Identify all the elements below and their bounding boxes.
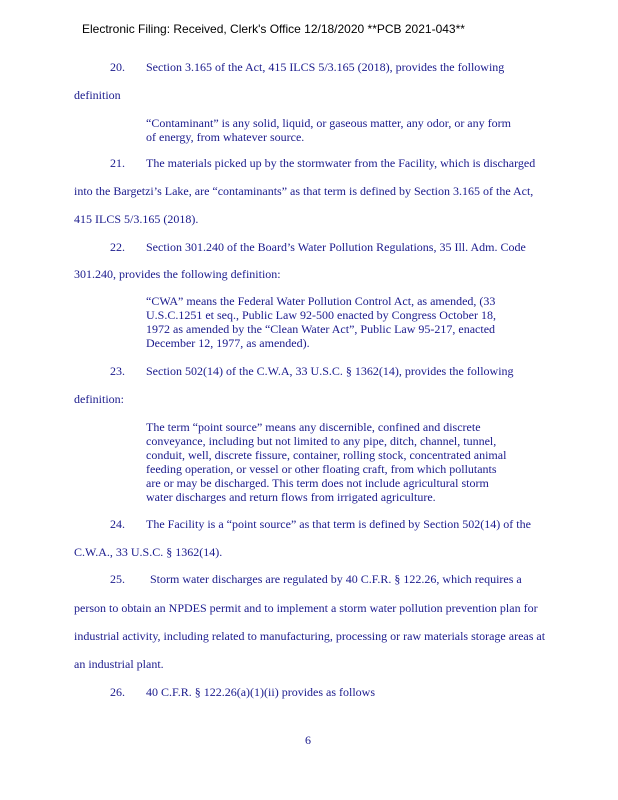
filing-header: Electronic Filing: Received, Clerk's Office 12/18/2020 **PCB 2021-043**	[82, 22, 465, 36]
paragraph-text: 415 ILCS 5/3.165 (2018).	[74, 212, 199, 226]
paragraph-text: Section 301.240 of the Board’s Water Pollution Regulations, 35 Ill. Adm. Code	[146, 240, 526, 254]
paragraph-text: person to obtain an NPDES permit and to implement a storm water pollution prevention plan for	[74, 601, 538, 615]
quote-line: “Contaminant” is any solid, liquid, or gaseous matter, any odor, or any form	[146, 116, 511, 130]
paragraph-number: 24.	[110, 517, 125, 531]
quote-line: The term “point source” means any discernible, confined and discrete	[146, 420, 481, 434]
quote-line: water discharges and return flows from irrigated agriculture.	[146, 490, 436, 504]
paragraph-number: 25.	[110, 572, 125, 586]
paragraph-text: 301.240, provides the following definition:	[74, 267, 281, 281]
block-quote-contaminant	[146, 116, 556, 144]
paragraph-text: definition	[74, 88, 121, 102]
quote-line: of energy, from whatever source.	[146, 130, 305, 144]
paragraph-text: industrial activity, including related to manufacturing, processing or raw materials storage areas at	[74, 629, 546, 643]
paragraph-text: Section 3.165 of the Act, 415 ILCS 5/3.165 (2018), provides the following	[146, 60, 505, 74]
quote-line: feeding operation, or vessel or other floating craft, from which pollutants	[146, 462, 497, 476]
paragraph-text: Section 502(14) of the C.W.A, 33 U.S.C. § 1362(14), provides the following	[146, 364, 514, 378]
block-quote-cwa	[146, 294, 556, 350]
quote-line: 1972 as amended by the “Clean Water Act”, Public Law 95-217, enacted	[146, 322, 496, 336]
paragraph-number: 26.	[110, 685, 125, 699]
quote-line: are or may be discharged. This term does not include agricultural storm	[146, 476, 489, 490]
paragraph-number: 22.	[110, 240, 125, 254]
quote-line: conduit, well, discrete fissure, container, rolling stock, concentrated animal	[146, 448, 507, 462]
quote-line: conveyance, including but not limited to any pipe, ditch, channel, tunnel,	[146, 434, 497, 448]
paragraph-number: 21.	[110, 156, 125, 170]
quote-line: U.S.C.1251 et seq., Public Law 92-500 enacted by Congress October 18,	[146, 308, 496, 322]
paragraph-number: 20.	[110, 60, 125, 74]
paragraph-number: 23.	[110, 364, 125, 378]
paragraph-text: The materials picked up by the stormwater from the Facility, which is discharged	[146, 156, 536, 170]
paragraph-text: into the Bargetzi’s Lake, are “contaminants” as that term is defined by Section 3.165 of the Act,	[74, 184, 534, 198]
paragraph-text: The Facility is a “point source” as that term is defined by Section 502(14) of the	[146, 517, 531, 531]
paragraph-text: C.W.A., 33 U.S.C. § 1362(14).	[74, 545, 223, 559]
quote-line: December 12, 1977, as amended).	[146, 336, 310, 350]
quote-line: “CWA” means the Federal Water Pollution Control Act, as amended, (33	[146, 294, 496, 308]
paragraph-text: Storm water discharges are regulated by 40 C.F.R. § 122.26, which requires a	[150, 572, 522, 586]
paragraph-text: 40 C.F.R. § 122.26(a)(1)(ii) provides as follows	[146, 685, 376, 699]
paragraph-text: definition:	[74, 392, 124, 406]
page-number: 6	[305, 733, 311, 747]
paragraph-text: an industrial plant.	[74, 657, 164, 671]
block-quote-point-source	[146, 420, 556, 504]
